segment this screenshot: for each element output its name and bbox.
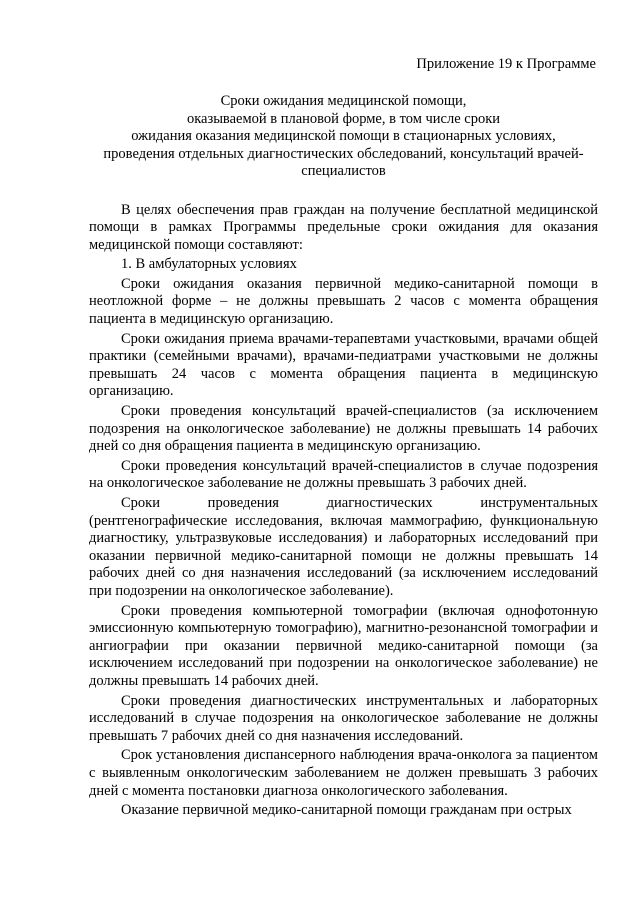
paragraph-tomography: Сроки проведения компьютерной томографии (включая однофотонную эмиссионную компьютерную томографию), магнитно-резонансной томографии и ангиографии при оказании первичной медико-санитарной помощи (за исключением исследований при подозрении на онкологическое заболевание) не должны превышать 14 рабочих дней.: [89, 602, 598, 689]
paragraph-therapist-reception: Сроки ожидания приема врачами-терапевтами участковыми, врачами общей практики (семейными врачами), врачами-педиатрами участковыми не должны превышать 24 часов с момента обращения пациента в медицинскую организацию.: [89, 330, 598, 400]
title-line: специалистов: [301, 163, 386, 179]
paragraph-specialist-consultations: Сроки проведения консультаций врачей-специалистов (за исключением подозрения на онкологическое заболевание) не должны превышать 14 рабочих дней со дня обращения пациента в медицинскую организацию.: [89, 403, 598, 455]
paragraph-urgent-care: Сроки ожидания оказания первичной медико-санитарной помощи в неотложной форме – не должны превышать 2 часов с момента обращения пациента в медицинскую организацию.: [89, 275, 598, 328]
paragraph-oncology-diagnostics: Сроки проведения диагностических инструментальных и лабораторных исследований в случае подозрения на онкологическое заболевание не должны превышать 7 рабочих дней со дня назначения исследований.: [89, 692, 598, 744]
title-line: оказываемой в плановой форме, в том числе сроки: [186, 110, 501, 127]
paragraph-dispensary-observation: Срок установления диспансерного наблюдения врача-онколога за пациентом с выявленным онкологическим заболеванием не должен превышать 3 рабочих дней с момента постановки диагноза онкологического заболевания.: [89, 747, 598, 799]
paragraph-intro: В целях обеспечения прав граждан на получение бесплатной медицинской помощи в рамках Программы предельные сроки ожидания для оказания медицинской помощи составляют:: [89, 201, 598, 253]
document-body: [89, 202, 598, 820]
document-title: [89, 93, 598, 181]
title-line: ожидания оказания медицинской помощи в стационарных условиях,: [131, 128, 556, 144]
title-line: Сроки ожидания медицинской помощи,: [220, 93, 467, 109]
paragraph-diagnostic-tests: Сроки проведения диагностических инструментальных (рентгенографические исследования, включая маммографию, функциональную диагностику, ультразвуковые исследования) и лабораторных исследований при оказании первичной медико-санитарной помощи не должны превышать 14 рабочих дней со дня назначения исследований (за исключением исследований при подозрении на онкологическое заболевание).: [89, 495, 598, 599]
paragraph-oncology-consultations: Сроки проведения консультаций врачей-специалистов в случае подозрения на онкологическое заболевание не должны превышать 3 рабочих дней.: [89, 457, 598, 492]
paragraph-acute-care: Оказание первичной медико-санитарной помощи гражданам при острых: [121, 802, 572, 819]
section-heading-ambulatory: 1. В амбулаторных условиях: [121, 256, 297, 273]
title-line: проведения отдельных диагностических обследований, консультаций врачей-: [103, 145, 584, 162]
appendix-label: Приложение 19 к Программе: [416, 56, 596, 72]
